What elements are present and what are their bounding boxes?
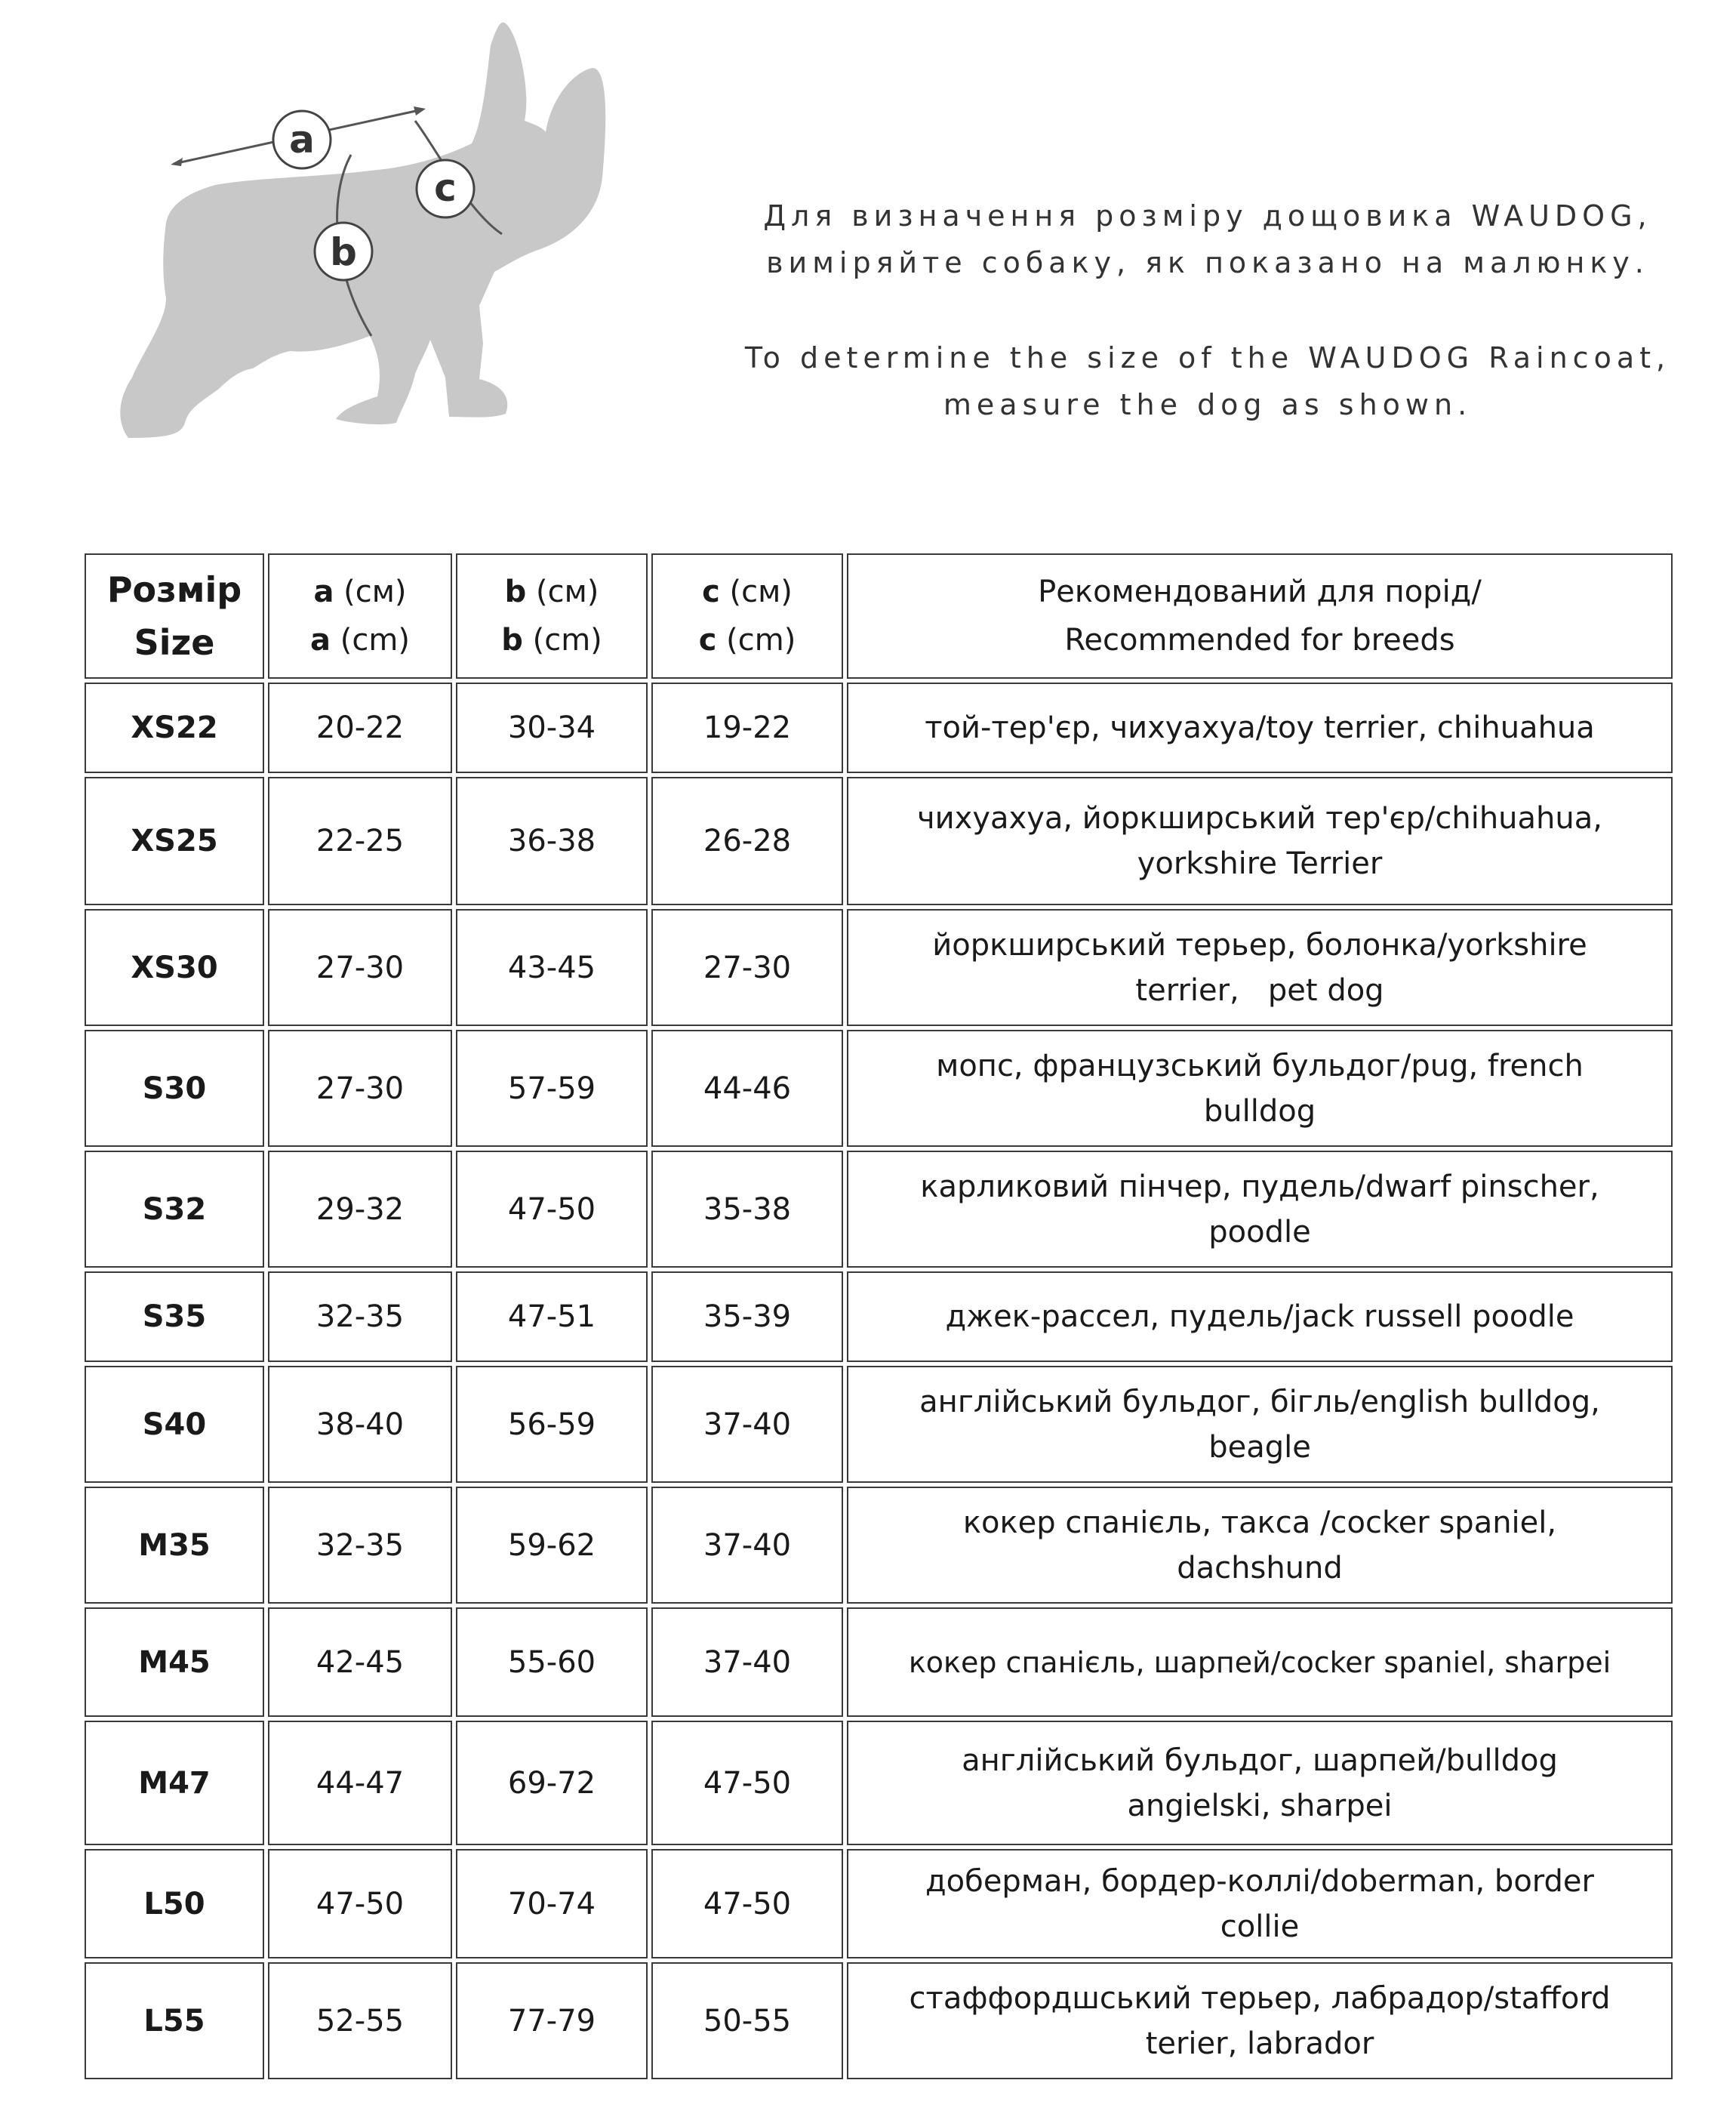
size-cell: XS30 — [85, 909, 264, 1026]
header-c-en-unit: (cm) — [726, 623, 796, 658]
b-cell: 59-62 — [456, 1487, 648, 1604]
header-c-letter-en: c — [698, 623, 717, 658]
arrow-left-icon — [171, 158, 183, 166]
label-b: b — [330, 230, 357, 274]
c-cell: 19-22 — [651, 683, 843, 773]
size-cell: S32 — [85, 1151, 264, 1268]
breeds-cell — [847, 909, 1673, 1026]
breeds-line2: bulldog — [1203, 1093, 1316, 1129]
intro-en-line1: To determine the size of the WAUDOG Raincoat, — [744, 341, 1671, 374]
a-cell: 20-22 — [268, 683, 452, 773]
c-cell: 47-50 — [651, 1721, 843, 1845]
header-b — [456, 553, 648, 679]
a-cell: 29-32 — [268, 1151, 452, 1268]
breeds-line1: той-тер'єр, чихуахуа/toy terrier, chihuahua — [925, 710, 1595, 745]
table-row — [85, 1030, 1673, 1147]
b-cell: 43-45 — [456, 909, 648, 1026]
size-cell: XS25 — [85, 777, 264, 905]
breeds-cell — [847, 1487, 1673, 1604]
b-cell: 47-51 — [456, 1271, 648, 1362]
header-b-en-unit: (cm) — [532, 623, 602, 658]
label-a: a — [289, 118, 315, 162]
a-cell: 32-35 — [268, 1487, 452, 1604]
table-row — [85, 1271, 1673, 1362]
size-cell: S35 — [85, 1271, 264, 1362]
a-cell: 38-40 — [268, 1366, 452, 1483]
c-cell: 27-30 — [651, 909, 843, 1026]
header-c-letter: c — [702, 575, 720, 609]
header-size-en: Size — [134, 622, 215, 663]
breeds-line2: terrier, pet dog — [1135, 972, 1384, 1008]
breeds-line2: dachshund — [1177, 1550, 1343, 1586]
breeds-line1: англійський бульдог, шарпей/bulldog — [962, 1743, 1558, 1778]
breeds-line2: poodle — [1208, 1214, 1311, 1250]
b-cell: 47-50 — [456, 1151, 648, 1268]
b-cell: 57-59 — [456, 1030, 648, 1147]
intro-uk-line2: виміряйте собаку, як показано на малюнку. — [766, 246, 1649, 279]
header-breeds-line1: Рекомендований для порід/ — [1038, 575, 1482, 609]
breeds-line2: collie — [1220, 1909, 1300, 1944]
b-cell: 69-72 — [456, 1721, 648, 1845]
a-cell: 32-35 — [268, 1271, 452, 1362]
breeds-cell — [847, 683, 1673, 773]
header-b-letter-en: b — [501, 623, 523, 658]
header-size — [85, 553, 264, 679]
table-header-row — [85, 553, 1673, 679]
intro-uk-line1: Для визначення розміру дощовика WAUDOG, — [763, 199, 1652, 233]
breeds-line1: карликовий пінчер, пудель/dwarf pinscher, — [920, 1169, 1599, 1204]
a-cell: 22-25 — [268, 777, 452, 905]
size-cell: M45 — [85, 1607, 264, 1717]
table-row — [85, 909, 1673, 1026]
c-cell: 35-38 — [651, 1151, 843, 1268]
a-cell: 44-47 — [268, 1721, 452, 1845]
a-cell: 52-55 — [268, 1962, 452, 2079]
breeds-cell — [847, 1366, 1673, 1483]
size-cell: S30 — [85, 1030, 264, 1147]
header-a-letter: a — [313, 575, 334, 609]
c-cell: 26-28 — [651, 777, 843, 905]
breeds-cell — [847, 1030, 1673, 1147]
b-cell: 36-38 — [456, 777, 648, 905]
breeds-line2: terier, labrador — [1145, 2026, 1374, 2061]
breeds-cell — [847, 1962, 1673, 2079]
size-cell: S40 — [85, 1366, 264, 1483]
table-row — [85, 1607, 1673, 1717]
table-row — [85, 683, 1673, 773]
c-cell: 37-40 — [651, 1366, 843, 1483]
breeds-line1: кокер спанієль, такса /cocker spaniel, — [962, 1505, 1557, 1540]
b-cell: 30-34 — [456, 683, 648, 773]
a-cell: 42-45 — [268, 1607, 452, 1717]
b-cell: 77-79 — [456, 1962, 648, 2079]
size-cell: L55 — [85, 1962, 264, 2079]
size-table — [81, 550, 1676, 2083]
header-b-letter: b — [504, 575, 527, 609]
breeds-line1: англійський бульдог, бігль/english bulldog, — [919, 1384, 1600, 1419]
breeds-cell — [847, 1151, 1673, 1268]
breeds-line2: angielski, sharpei — [1127, 1788, 1393, 1823]
a-cell: 47-50 — [268, 1849, 452, 1958]
b-cell: 56-59 — [456, 1366, 648, 1483]
header-a-letter-en: a — [310, 623, 331, 658]
breeds-cell — [847, 1849, 1673, 1958]
breeds-cell — [847, 1607, 1673, 1717]
size-cell: L50 — [85, 1849, 264, 1958]
b-cell: 55-60 — [456, 1607, 648, 1717]
dog-measurement-illustration — [91, 15, 634, 453]
breeds-line1: кокер спанієль, шарпей/cocker spaniel, sharpei — [908, 1645, 1611, 1679]
size-cell: M35 — [85, 1487, 264, 1604]
header-c-uk-unit: (см) — [729, 575, 793, 609]
a-cell: 27-30 — [268, 1030, 452, 1147]
breeds-cell — [847, 1271, 1673, 1362]
b-cell: 70-74 — [456, 1849, 648, 1958]
breeds-line2: beagle — [1208, 1429, 1311, 1465]
header-b-uk-unit: (см) — [535, 575, 599, 609]
breeds-line1: стаффордшський терьер, лабрадор/stafford — [909, 1980, 1611, 2016]
breeds-line1: доберман, бордер-коллі/doberman, border — [925, 1863, 1594, 1899]
header-a-uk-unit: (см) — [343, 575, 407, 609]
breeds-line1: джек-рассел, пудель/jack russell poodle — [945, 1299, 1574, 1334]
intro-text — [679, 193, 1736, 428]
c-cell: 50-55 — [651, 1962, 843, 2079]
size-cell: XS22 — [85, 683, 264, 773]
a-cell: 27-30 — [268, 909, 452, 1026]
arrow-right-icon — [414, 106, 426, 116]
c-cell: 47-50 — [651, 1849, 843, 1958]
header-size-uk: Розмір — [106, 569, 242, 610]
breeds-line1: йоркширський терьер, болонка/yorkshire — [932, 927, 1587, 963]
breeds-line1: мопс, французський бульдог/pug, french — [936, 1048, 1584, 1083]
header-a — [268, 553, 452, 679]
header-breeds — [847, 553, 1673, 679]
breeds-cell — [847, 1721, 1673, 1845]
c-cell: 37-40 — [651, 1607, 843, 1717]
c-cell: 44-46 — [651, 1030, 843, 1147]
breeds-cell — [847, 777, 1673, 905]
table-row — [85, 1721, 1673, 1845]
intro-en-line2: measure the dog as shown. — [943, 388, 1473, 421]
table-row — [85, 1849, 1673, 1958]
table-row — [85, 1366, 1673, 1483]
size-cell: M47 — [85, 1721, 264, 1845]
table-row — [85, 777, 1673, 905]
c-cell: 35-39 — [651, 1271, 843, 1362]
breeds-line1: чихуахуа, йоркширський тер'єр/chihuahua, — [917, 801, 1602, 836]
header-c — [651, 553, 843, 679]
breeds-line2: yorkshire Terrier — [1137, 846, 1383, 881]
table-row — [85, 1151, 1673, 1268]
header-a-en-unit: (cm) — [340, 623, 410, 658]
header-breeds-line2: Recommended for breeds — [1064, 623, 1455, 658]
table-row — [85, 1487, 1673, 1604]
label-c: c — [434, 166, 457, 210]
table-row — [85, 1962, 1673, 2079]
c-cell: 37-40 — [651, 1487, 843, 1604]
